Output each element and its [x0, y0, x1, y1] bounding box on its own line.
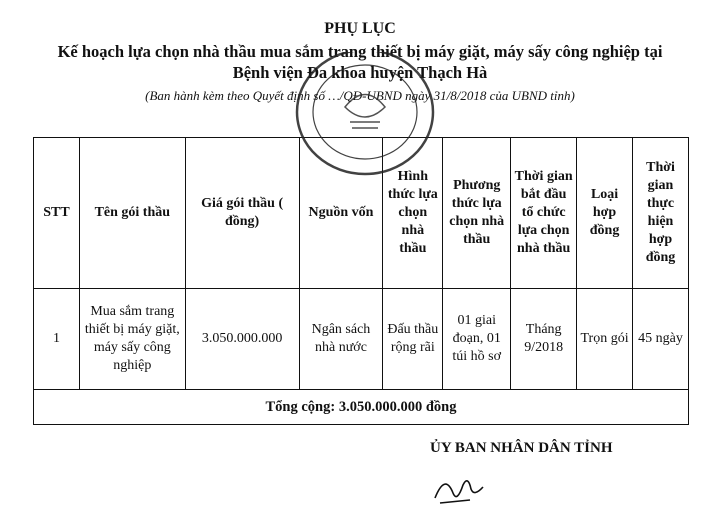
table-row: [34, 289, 689, 390]
document-subtitle: Kế hoạch lựa chọn nhà thầu mua sắm trang thiết bị máy giặt, máy sấy công nghiệp tại Bệnh viện Đa khoa huyện Thạch Hà: [57, 42, 663, 82]
column-header: Thời gian bắt đầu tổ chức lựa chọn nhà thầu: [511, 138, 577, 289]
table-cell: Ngân sách nhà nước: [299, 289, 383, 390]
document-note: (Ban hành kèm theo Quyết định số …/QĐ-UBND ngày 31/8/2018 của UBND tỉnh): [145, 88, 575, 103]
column-header: Thời gian thực hiện hợp đồng: [633, 138, 689, 289]
signature-icon: [430, 468, 490, 508]
table-cell: Đấu thầu rộng rãi: [383, 289, 443, 390]
table-cell: 45 ngày: [633, 289, 689, 390]
document-title: PHỤ LỤC: [324, 20, 396, 37]
table-cell: Mua sắm trang thiết bị máy giặt, máy sấy công nghiệp: [79, 289, 185, 390]
signatory-title: ỦY BAN NHÂN DÂN TỈNH: [430, 440, 613, 456]
total-row: [34, 390, 689, 425]
column-header: Tên gói thầu: [79, 138, 185, 289]
column-header: STT: [34, 138, 80, 289]
table-cell: 3.050.000.000: [185, 289, 299, 390]
column-header: Giá gói thầu ( đồng): [185, 138, 299, 289]
column-header: Hình thức lựa chọn nhà thầu: [383, 138, 443, 289]
table-cell: 1: [34, 289, 80, 390]
table-header-row: [34, 138, 689, 289]
column-header: Loại hợp đồng: [577, 138, 633, 289]
table-cell: Trọn gói: [577, 289, 633, 390]
column-header: Phương thức lựa chọn nhà thầu: [443, 138, 511, 289]
procurement-table: [33, 137, 689, 425]
column-header: Nguồn vốn: [299, 138, 383, 289]
total-cell: Tổng cộng: 3.050.000.000 đồng: [34, 390, 689, 425]
table-cell: 01 giai đoạn, 01 túi hồ sơ: [443, 289, 511, 390]
table-cell: Tháng 9/2018: [511, 289, 577, 390]
